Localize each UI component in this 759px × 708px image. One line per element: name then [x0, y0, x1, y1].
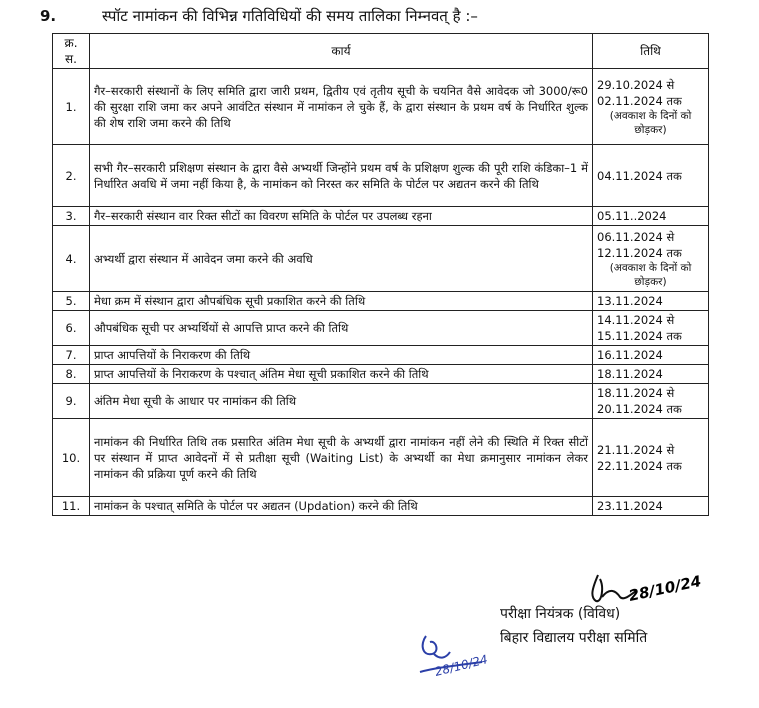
row-serial: 4.	[53, 226, 90, 292]
row-work: नामांकन की निर्धारित तिथि तक प्रसारित अंतिम मेधा सूची के अभ्यर्थी द्वारा नामांकन नहीं लेने की स्थिति में रिक्त सीटों पर संस्थान में प्राप्त आवेदनों में से प्रतीक्षा सूची (Waiting List) के अभ्यर्थी का मेधा क्रमानुसार नामांकन लेकर नामांकन की प्रक्रिया पूर्ण करने की तिथि	[90, 419, 593, 497]
row-serial: 3.	[53, 207, 90, 226]
schedule-table	[52, 33, 709, 516]
signature-date: 28/10/24	[627, 572, 703, 605]
row-date: 18.11.2024	[597, 367, 663, 381]
table-row	[53, 365, 709, 384]
table-row	[53, 292, 709, 311]
row-date-cell	[593, 365, 709, 384]
initials-date: 28/10/24	[433, 652, 490, 679]
row-serial: 6.	[53, 311, 90, 346]
row-serial: 1.	[53, 69, 90, 145]
table-row	[53, 497, 709, 516]
row-date: 23.11.2024	[597, 499, 663, 513]
header-date: तिथि	[593, 34, 709, 69]
row-work: औपबंधिक सूची पर अभ्यर्थियों से आपत्ति प्राप्त करने की तिथि	[90, 311, 593, 346]
row-serial: 11.	[53, 497, 90, 516]
row-work: सभी गैर–सरकारी प्रशिक्षण संस्थान के द्वारा वैसे अभ्यर्थी जिन्होंने प्रथम वर्ष के प्रशिक्षण शुल्क की पूरी राशि कंडिका–1 में निर्धारित अवधि में जमा नहीं किया है, के नामांकन को निरस्त कर समिति के पोर्टल पर अद्यतन करने की तिथि	[90, 145, 593, 207]
row-work: मेधा क्रम में संस्थान द्वारा औपबंधिक सूची प्रकाशित करने की तिथि	[90, 292, 593, 311]
section-title: स्पॉट नामांकन की विभिन्न गतिविधियों की समय तालिका निम्नवत् है :–	[102, 7, 478, 25]
row-date-cell	[593, 226, 709, 292]
header-serial: क्र. स.	[53, 34, 90, 69]
row-date: 18.11.2024 से 20.11.2024 तक	[597, 386, 682, 416]
signatory-designation: परीक्षा नियंत्रक (विविध)	[500, 606, 621, 622]
row-work: गैर–सरकारी संस्थानों के लिए समिति द्वारा जारी प्रथम, द्वितीय एवं तृतीय सूची के चयनित वैसे आवेदक जो 3000/रू0 की सुरक्षा राशि जमा कर अपने आवंटित संस्थान में नामांकन ले चुके हैं, के द्वारा संस्थान के प्रथम वर्ष के निर्धारित शुल्क की शेष राशि जमा करने की तिथि	[90, 69, 593, 145]
row-date: 16.11.2024	[597, 348, 663, 362]
row-date: 05.11..2024	[597, 209, 667, 223]
row-serial: 2.	[53, 145, 90, 207]
table-row	[53, 311, 709, 346]
signatory-office: बिहार विद्यालय परीक्षा समिति	[500, 630, 648, 646]
row-date-note: (अवकाश के दिनों को छोड़कर)	[609, 109, 692, 136]
row-date: 29.10.2024 से 02.11.2024 तक	[597, 77, 682, 108]
row-work: अभ्यर्थी द्वारा संस्थान में आवेदन जमा करने की अवधि	[90, 226, 593, 292]
row-date-cell	[593, 497, 709, 516]
table-row	[53, 207, 709, 226]
row-work: गैर–सरकारी संस्थान वार रिक्त सीटों का विवरण समिति के पोर्टल पर उपलब्ध रहना	[90, 207, 593, 226]
header-work: कार्य	[90, 34, 593, 69]
row-date-cell	[593, 346, 709, 365]
row-work: प्राप्त आपत्तियों के निराकरण की तिथि	[90, 346, 593, 365]
row-date: 21.11.2024 से 22.11.2024 तक	[597, 442, 682, 473]
row-serial: 8.	[53, 365, 90, 384]
table-header-row	[53, 34, 709, 69]
row-work: अंतिम मेधा सूची के आधार पर नामांकन की तिथि	[90, 384, 593, 419]
row-date: 13.11.2024	[597, 294, 663, 308]
section-number: 9.	[40, 7, 57, 25]
row-date-note: (अवकाश के दिनों को छोड़कर)	[609, 261, 692, 288]
row-date-cell	[593, 145, 709, 207]
row-date-cell	[593, 207, 709, 226]
row-serial: 7.	[53, 346, 90, 365]
row-date-cell	[593, 311, 709, 346]
row-serial: 5.	[53, 292, 90, 311]
table-row	[53, 346, 709, 365]
row-date: 14.11.2024 से 15.11.2024 तक	[597, 313, 682, 343]
table-row	[53, 145, 709, 207]
row-date-cell	[593, 419, 709, 497]
table-row	[53, 384, 709, 419]
table-row	[53, 419, 709, 497]
row-date-cell	[593, 69, 709, 145]
section-heading	[40, 6, 478, 26]
signature-block	[500, 602, 647, 650]
row-date: 06.11.2024 से 12.11.2024 तक	[597, 229, 682, 260]
row-work: नामांकन के पश्चात् समिति के पोर्टल पर अद्यतन (Updation) करने की तिथि	[90, 497, 593, 516]
row-serial: 10.	[53, 419, 90, 497]
table-row	[53, 69, 709, 145]
initials-signature	[412, 628, 502, 684]
row-date-cell	[593, 292, 709, 311]
row-date-cell	[593, 384, 709, 419]
row-serial: 9.	[53, 384, 90, 419]
row-date: 04.11.2024 तक	[597, 168, 682, 183]
table-row	[53, 226, 709, 292]
row-work: प्राप्त आपत्तियों के निराकरण के पश्चात् अंतिम मेधा सूची प्रकाशित करने की तिथि	[90, 365, 593, 384]
